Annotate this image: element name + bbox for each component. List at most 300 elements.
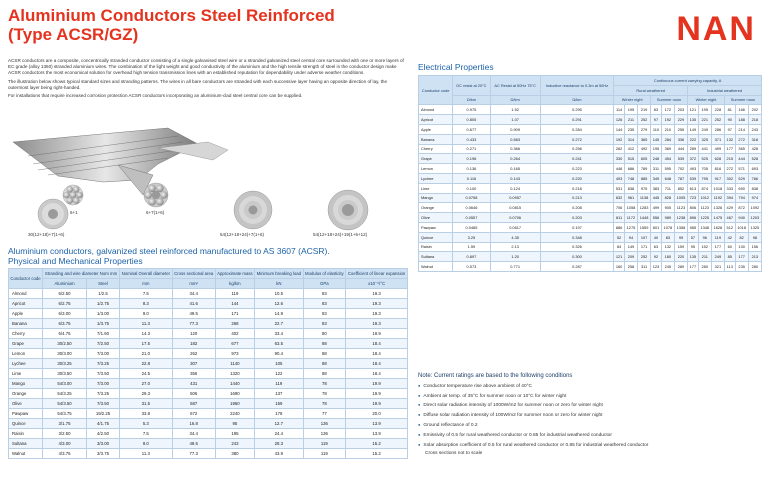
- table-cell: 178: [255, 409, 303, 419]
- table-cell: 7.5: [120, 289, 173, 299]
- table-cell: 0.220: [540, 173, 614, 183]
- table-cell: 321: [711, 262, 724, 272]
- table-cell: 171: [638, 242, 651, 252]
- table-cell: 0.116: [453, 173, 490, 183]
- table-cell: 192: [614, 134, 625, 144]
- table-cell: 4/3.00: [43, 439, 87, 449]
- notes-section: [418, 372, 762, 459]
- conductor-code-cell: Apple: [419, 124, 453, 134]
- table-cell: 0.348: [540, 232, 614, 242]
- table-cell: 512: [724, 222, 735, 232]
- table-row: [9, 449, 408, 459]
- table-cell: 121: [688, 105, 699, 115]
- table-cell: 177: [688, 262, 699, 272]
- table-cell: 3.25: [453, 232, 490, 242]
- table-cell: 556: [651, 213, 662, 223]
- table-row: [9, 329, 408, 339]
- table-cell: 228: [711, 105, 724, 115]
- table-cell: 0.0815: [490, 203, 540, 213]
- table-cell: 369: [661, 144, 674, 154]
- table-cell: 0.366: [490, 144, 540, 154]
- table-cell: 77.3: [172, 449, 215, 459]
- table-cell: 1/3.75: [86, 319, 119, 329]
- note-item: ● Direct solar radiation intensity of 1000W/m2 for summer noon or zero for winter night: [418, 401, 762, 411]
- table-cell: 88: [303, 359, 346, 369]
- table-cell: 515: [624, 154, 637, 164]
- table-cell: 7/3.50: [86, 399, 119, 409]
- table-cell: 21.0: [120, 349, 173, 359]
- table-row: [419, 203, 762, 213]
- table-cell: 95: [215, 419, 254, 429]
- long-cable-image: [13, 128, 228, 195]
- table-cell: 693: [748, 164, 761, 174]
- table-cell: 587: [172, 399, 215, 409]
- table-cell: 40: [651, 232, 662, 242]
- table-cell: 5.3: [120, 419, 173, 429]
- table-cell: 81: [724, 105, 735, 115]
- table-cell: 10.5: [255, 289, 303, 299]
- table-cell: 311: [651, 164, 662, 174]
- table-cell: 311: [638, 262, 651, 272]
- table-cell: 905: [661, 203, 674, 213]
- cable-label-2: 6+7(1+6): [146, 210, 165, 215]
- table-cell: 229: [674, 115, 687, 125]
- table-cell: 0.897: [453, 252, 490, 262]
- table-row: [419, 242, 762, 252]
- table-cell: 0.0758: [453, 193, 490, 203]
- table-cell: 18.4: [346, 349, 408, 359]
- table-cell: 249: [711, 252, 724, 262]
- table-cell: 30/2.50: [43, 339, 87, 349]
- table-cell: 493: [614, 173, 625, 183]
- table-cell: 0.0706: [490, 213, 540, 223]
- note-item: ● Solar absorption coefficient of 0.5 for rural weathered conductor or 0.85 for industrial weathered conductor: [418, 441, 762, 451]
- table-cell: 214: [735, 124, 748, 134]
- conductor-code-cell: Almond: [419, 105, 453, 115]
- table-cell: 365: [638, 134, 651, 144]
- table-cell: 213: [748, 252, 761, 262]
- table-cell: 429: [724, 203, 735, 213]
- conductor-code-cell: Banana: [419, 134, 453, 144]
- elec-section-title: Electrical Properties: [418, 62, 494, 72]
- table-cell: 219: [638, 105, 651, 115]
- table-cell: 492: [638, 144, 651, 154]
- table-cell: 444: [674, 144, 687, 154]
- table-cell: 195: [624, 105, 637, 115]
- table-cell: 252: [638, 115, 651, 125]
- col-code: Conductor code: [9, 269, 43, 289]
- table-cell: 220: [674, 252, 687, 262]
- conductor-code-cell: Sultana: [419, 252, 453, 262]
- conductor-code-cell: Walnut: [419, 262, 453, 272]
- conductor-code-cell: Banana: [9, 319, 43, 329]
- table-cell: 318: [748, 134, 761, 144]
- table-cell: 88: [303, 339, 346, 349]
- table-cell: 302: [724, 173, 735, 183]
- table-cell: 0.677: [453, 124, 490, 134]
- table-cell: 1559: [638, 222, 651, 232]
- table-cell: 539: [674, 154, 687, 164]
- conductor-code-cell: Lemon: [9, 349, 43, 359]
- table-cell: 1.20: [490, 252, 540, 262]
- ecol-ind-winter: Winter night: [688, 95, 725, 105]
- table-cell: 0.203: [540, 213, 614, 223]
- conductor-code-cell: Quince: [419, 232, 453, 242]
- table-cell: 325: [698, 134, 711, 144]
- table-cell: 120: [172, 329, 215, 339]
- table-cell: 119: [711, 232, 724, 242]
- table-cell: 19.3: [346, 309, 408, 319]
- table-cell: 42: [724, 232, 735, 242]
- conductor-code-cell: Olive: [419, 213, 453, 223]
- table-row: [9, 429, 408, 439]
- table-cell: 349: [651, 173, 662, 183]
- col-steel: Steel: [86, 279, 119, 289]
- table-cell: 0.213: [540, 193, 614, 203]
- table-row: [9, 379, 408, 389]
- table-cell: 0.0617: [490, 222, 540, 232]
- table-row: [9, 319, 408, 329]
- table-cell: 1448: [638, 213, 651, 223]
- table-row: [9, 359, 408, 369]
- mechanical-properties-table: [8, 268, 408, 459]
- note-item: ● Ambient air temp. of 35°C for summer noon or 10°C for winter night: [418, 392, 762, 402]
- table-cell: 6/2.50: [43, 289, 87, 299]
- table-row: [9, 419, 408, 429]
- electrical-properties-table: [418, 75, 762, 272]
- unit-mm: mm: [120, 279, 173, 289]
- table-cell: 0.272: [540, 134, 614, 144]
- table-cell: 706: [614, 203, 625, 213]
- table-row: [419, 193, 762, 203]
- table-cell: 30/3.00: [43, 349, 87, 359]
- table-cell: 126: [614, 115, 625, 125]
- table-cell: 1.59: [453, 242, 490, 252]
- table-cell: 0.805: [453, 115, 490, 125]
- table-cell: 0.0646: [453, 203, 490, 213]
- cable-label-3: 30(12+18)+7(1+6): [28, 232, 65, 237]
- table-cell: 11.3: [120, 449, 173, 459]
- table-cell: 3/2.50: [43, 429, 87, 439]
- unit-gpa: GPa: [303, 279, 346, 289]
- table-cell: 145: [651, 134, 662, 144]
- table-cell: 159: [674, 242, 687, 252]
- table-cell: 272: [724, 164, 735, 174]
- conductor-code-cell: Walnut: [9, 449, 43, 459]
- unit-coef: x10⁻⁶/°C: [346, 279, 408, 289]
- mech-title-line-1: Aluminium conductors, galvanized steel reinforced manufactured to AS 3607 (ACSR).: [8, 246, 330, 256]
- page-title: [8, 6, 335, 44]
- notes-title: Note: Current ratings are based to the following conditions: [418, 373, 573, 379]
- table-cell: 15.2: [346, 449, 408, 459]
- title-line-2: (Type ACSR/GZ): [8, 25, 139, 44]
- table-cell: 828: [661, 193, 674, 203]
- intro-paragraph-3: For installations that require increased corrosion protection ACSR conductors incorporating an aluminium-clad steel central core can be supplied.: [8, 93, 303, 99]
- table-cell: 1960: [215, 399, 254, 409]
- table-cell: 280: [698, 262, 711, 272]
- ecol-unit-ac: Ω/km: [490, 95, 540, 105]
- table-cell: 172: [661, 105, 674, 115]
- table-row: [9, 349, 408, 359]
- ecol-unit-dc: Ω/km: [453, 95, 490, 105]
- table-cell: 19.9: [346, 329, 408, 339]
- table-row: [419, 105, 762, 115]
- table-cell: 24.4: [255, 429, 303, 439]
- table-cell: 171: [215, 309, 254, 319]
- conductor-code-cell: Lychee: [9, 359, 43, 369]
- title-line-1: Aluminium Conductors Steel Reinforced: [8, 6, 335, 25]
- notes-last: Cross sections not to scale: [425, 451, 483, 457]
- table-cell: 431: [172, 379, 215, 389]
- ecol-code: Conductor code: [419, 76, 453, 105]
- table-cell: 284: [661, 134, 674, 144]
- table-cell: 493: [688, 164, 699, 174]
- table-cell: 19.3: [346, 319, 408, 329]
- table-cell: 122: [255, 369, 303, 379]
- table-cell: 0.256: [540, 144, 614, 154]
- table-cell: 90.4: [255, 349, 303, 359]
- table-cell: 811: [614, 213, 625, 223]
- table-cell: 885: [638, 173, 651, 183]
- table-cell: 1225: [698, 213, 711, 223]
- table-row: [419, 164, 762, 174]
- cable-label-4: 54(12+18+24)+7(1+6): [220, 232, 265, 237]
- table-cell: 6/4.75: [43, 329, 87, 339]
- table-cell: 30/3.50: [43, 369, 87, 379]
- table-cell: 6/2.75: [43, 299, 87, 309]
- table-cell: 88: [303, 369, 346, 379]
- conductor-code-cell: Mango: [419, 193, 453, 203]
- table-cell: 12.6: [255, 299, 303, 309]
- table-cell: 1326: [711, 203, 724, 213]
- table-cell: 748: [624, 173, 637, 183]
- table-cell: 1690: [215, 389, 254, 399]
- table-cell: 789: [638, 164, 651, 174]
- table-cell: 1078: [661, 222, 674, 232]
- cross-section-54-19: [328, 190, 368, 230]
- ecol-industrial: Industrial weathered: [688, 85, 762, 95]
- conductor-code-cell: Almond: [9, 289, 43, 299]
- table-cell: 605: [638, 154, 651, 164]
- table-cell: 11.3: [120, 319, 173, 329]
- table-cell: 63.5: [255, 339, 303, 349]
- table-row: [419, 115, 762, 125]
- table-cell: 314: [624, 134, 637, 144]
- table-cell: 0.136: [453, 164, 490, 174]
- table-cell: 838: [748, 183, 761, 193]
- table-cell: 601: [651, 222, 662, 232]
- table-cell: 0.271: [453, 144, 490, 154]
- table-cell: 17.5: [120, 339, 173, 349]
- table-cell: 22.7: [255, 319, 303, 329]
- table-cell: 7/3.25: [86, 359, 119, 369]
- table-cell: 243: [748, 124, 761, 134]
- unit-kgkm: kg/km: [215, 279, 254, 289]
- table-cell: 1172: [624, 213, 637, 223]
- table-cell: 215: [724, 154, 735, 164]
- table-cell: 149: [624, 242, 637, 252]
- table-row: [419, 144, 762, 154]
- table-cell: 279: [638, 124, 651, 134]
- table-cell: 123: [651, 262, 662, 272]
- table-cell: 1005: [674, 193, 687, 203]
- table-cell: 445: [651, 193, 662, 203]
- table-cell: 0.165: [490, 164, 540, 174]
- table-cell: 1123: [674, 203, 687, 213]
- table-cell: 107: [638, 232, 651, 242]
- table-cell: 258: [624, 262, 637, 272]
- table-cell: 209: [624, 252, 637, 262]
- table-cell: 14.3: [120, 329, 173, 339]
- table-cell: 506: [172, 389, 215, 399]
- table-cell: 0.264: [490, 154, 540, 164]
- table-cell: 132: [724, 134, 735, 144]
- table-cell: 985: [688, 222, 699, 232]
- table-cell: 286: [711, 124, 724, 134]
- table-cell: 2240: [215, 409, 254, 419]
- table-cell: 96: [698, 232, 711, 242]
- table-cell: 119: [255, 379, 303, 389]
- conductor-code-cell: Lime: [419, 183, 453, 193]
- col-coefficient: Coefficient of linear expansion: [346, 269, 408, 279]
- col-stranding: Stranding and wire diameter Nom mm: [43, 269, 120, 279]
- table-cell: 632: [614, 193, 625, 203]
- table-cell: 97: [724, 124, 735, 134]
- table-cell: 19.3: [346, 289, 408, 299]
- table-cell: 136: [303, 419, 346, 429]
- table-row: [419, 262, 762, 272]
- table-cell: 9.0: [120, 439, 173, 449]
- electrical-table-body: [419, 105, 762, 272]
- table-cell: 428: [748, 144, 761, 154]
- table-cell: 628: [711, 154, 724, 164]
- table-cell: 34.4: [172, 429, 215, 439]
- table-cell: 1358: [674, 222, 687, 232]
- table-cell: 88: [303, 349, 346, 359]
- table-cell: 54/3.00: [43, 379, 87, 389]
- table-row: [9, 339, 408, 349]
- table-cell: 539: [688, 173, 699, 183]
- table-cell: 195: [651, 144, 662, 154]
- table-cell: 444: [735, 154, 748, 164]
- table-cell: 0.771: [490, 262, 540, 272]
- table-cell: 0.573: [453, 262, 490, 272]
- table-cell: 136: [303, 429, 346, 439]
- table-cell: 60: [724, 242, 735, 252]
- table-cell: 195: [698, 105, 711, 115]
- conductor-code-cell: Orange: [9, 389, 43, 399]
- mech-title-line-2: Physical and Mechanical Properties: [8, 256, 143, 266]
- table-cell: 63: [651, 242, 662, 252]
- table-cell: 1283: [638, 203, 651, 213]
- table-cell: 49.5: [172, 439, 215, 449]
- table-cell: 1628: [711, 222, 724, 232]
- cross-section-6-7: [144, 183, 168, 207]
- ecol-dc: DC resist at 20°C: [453, 76, 490, 96]
- table-cell: 54/3.50: [43, 399, 87, 409]
- table-cell: 330: [614, 154, 625, 164]
- ecol-ind-summer: Summer noon: [724, 95, 761, 105]
- table-cell: 152: [698, 242, 711, 252]
- conductor-code-cell: Mango: [9, 379, 43, 389]
- table-cell: 166: [735, 105, 748, 115]
- conductor-code-cell: Cherry: [9, 329, 43, 339]
- table-cell: 30/3.25: [43, 359, 87, 369]
- table-cell: 528: [748, 154, 761, 164]
- table-cell: 8.3: [120, 299, 173, 309]
- table-cell: 18.4: [346, 359, 408, 369]
- table-cell: 221: [698, 115, 711, 125]
- table-cell: 85: [724, 252, 735, 262]
- table-cell: 1.52: [490, 105, 540, 115]
- table-cell: 97: [651, 115, 662, 125]
- table-row: [9, 399, 408, 409]
- conductor-code-cell: Olive: [9, 399, 43, 409]
- table-cell: 248: [651, 154, 662, 164]
- table-cell: 31.5: [120, 399, 173, 409]
- conductor-code-cell: Raisin: [9, 429, 43, 439]
- cable-label-1: 6+1: [70, 210, 78, 215]
- table-cell: 1275: [624, 222, 637, 232]
- table-cell: 177: [724, 144, 735, 154]
- table-cell: 83: [303, 319, 346, 329]
- conductor-code-cell: Orange: [419, 203, 453, 213]
- table-cell: 180: [661, 252, 674, 262]
- table-row: [9, 299, 408, 309]
- unit-mm2: mm²: [172, 279, 215, 289]
- ecol-inductive: Inductive reactance to 0.3m at 50Hz: [540, 76, 614, 96]
- table-cell: 3/1.75: [43, 419, 87, 429]
- table-cell: 371: [711, 134, 724, 144]
- table-cell: 13.9: [346, 429, 408, 439]
- table-cell: 499: [711, 144, 724, 154]
- conductor-code-cell: Lemon: [419, 164, 453, 174]
- table-cell: 6/3.75: [43, 319, 87, 329]
- table-cell: 7/3.50: [86, 369, 119, 379]
- table-cell: 3/3.00: [86, 439, 119, 449]
- table-cell: 1/3.00: [86, 309, 119, 319]
- table-cell: 255: [674, 124, 687, 134]
- table-cell: 19.9: [346, 389, 408, 399]
- table-cell: 119: [303, 449, 346, 459]
- table-cell: 84: [614, 242, 625, 252]
- table-cell: 252: [711, 115, 724, 125]
- table-cell: 82: [735, 232, 748, 242]
- table-row: [419, 232, 762, 242]
- table-row: [419, 154, 762, 164]
- table-cell: 280: [748, 262, 761, 272]
- table-cell: 105: [255, 359, 303, 369]
- table-cell: 874: [698, 183, 711, 193]
- table-cell: 705: [698, 164, 711, 174]
- conductor-code-cell: Grape: [419, 154, 453, 164]
- mech-section-title: [8, 246, 408, 266]
- table-cell: 383: [651, 183, 662, 193]
- conductor-code-cell: Apricot: [419, 115, 453, 125]
- table-cell: 723: [688, 193, 699, 203]
- table-cell: 886: [614, 222, 625, 232]
- table-row: [9, 289, 408, 299]
- table-cell: 4/2.50: [86, 429, 119, 439]
- mechanical-table-body: [9, 289, 408, 459]
- table-cell: 144: [614, 124, 625, 134]
- table-cell: 0.433: [453, 134, 490, 144]
- table-cell: 52: [614, 232, 625, 242]
- table-cell: 7/3.25: [86, 389, 119, 399]
- table-cell: 144: [215, 299, 254, 309]
- table-cell: 1440: [215, 379, 254, 389]
- table-cell: 262: [614, 144, 625, 154]
